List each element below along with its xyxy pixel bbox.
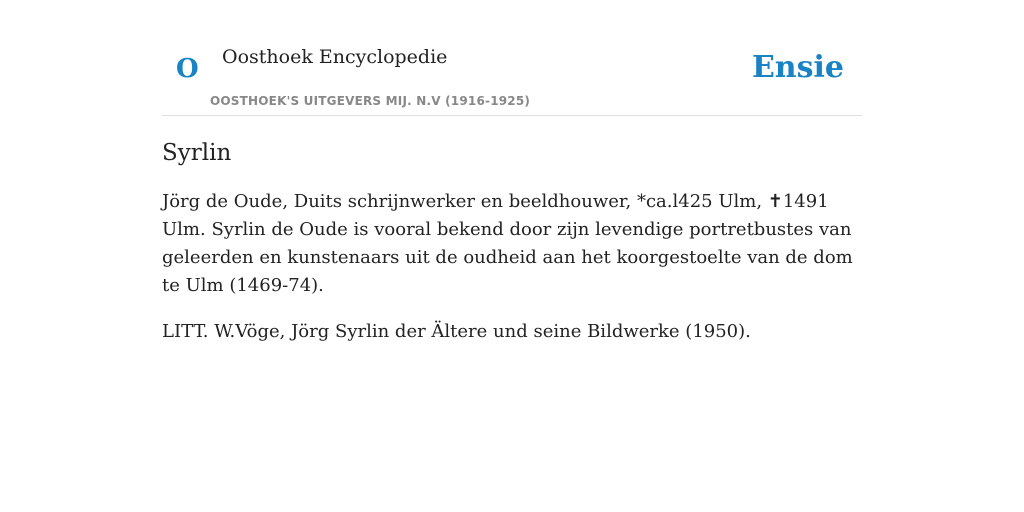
publication-subtitle: OOSTHOEK'S UITGEVERS MIJ. N.V (1916-1925): [210, 94, 531, 108]
entry-title: Syrlin: [162, 140, 232, 166]
publication-logo[interactable]: O: [176, 54, 199, 84]
page: [162, 0, 862, 346]
ensie-logo-link[interactable]: Ensie: [751, 50, 844, 85]
publication-title[interactable]: Oosthoek Encyclopedie: [222, 46, 448, 68]
entry-body: [162, 188, 862, 346]
entry-paragraph: Jörg de Oude, Duits schrijnwerker en beeldhouwer, *ca.l425 Ulm, ✝1491 Ulm. Syrlin de Oude is vooral bekend door zijn levendige portretbustes van geleerden en kunstenaars uit de oudheid aan het koorgestoelte van de dom te Ulm (1469-74).: [162, 191, 853, 296]
entry-literature: LITT. W.Vöge, Jörg Syrlin der Ältere und seine Bildwerke (1950).: [162, 321, 751, 342]
header: [162, 44, 862, 116]
